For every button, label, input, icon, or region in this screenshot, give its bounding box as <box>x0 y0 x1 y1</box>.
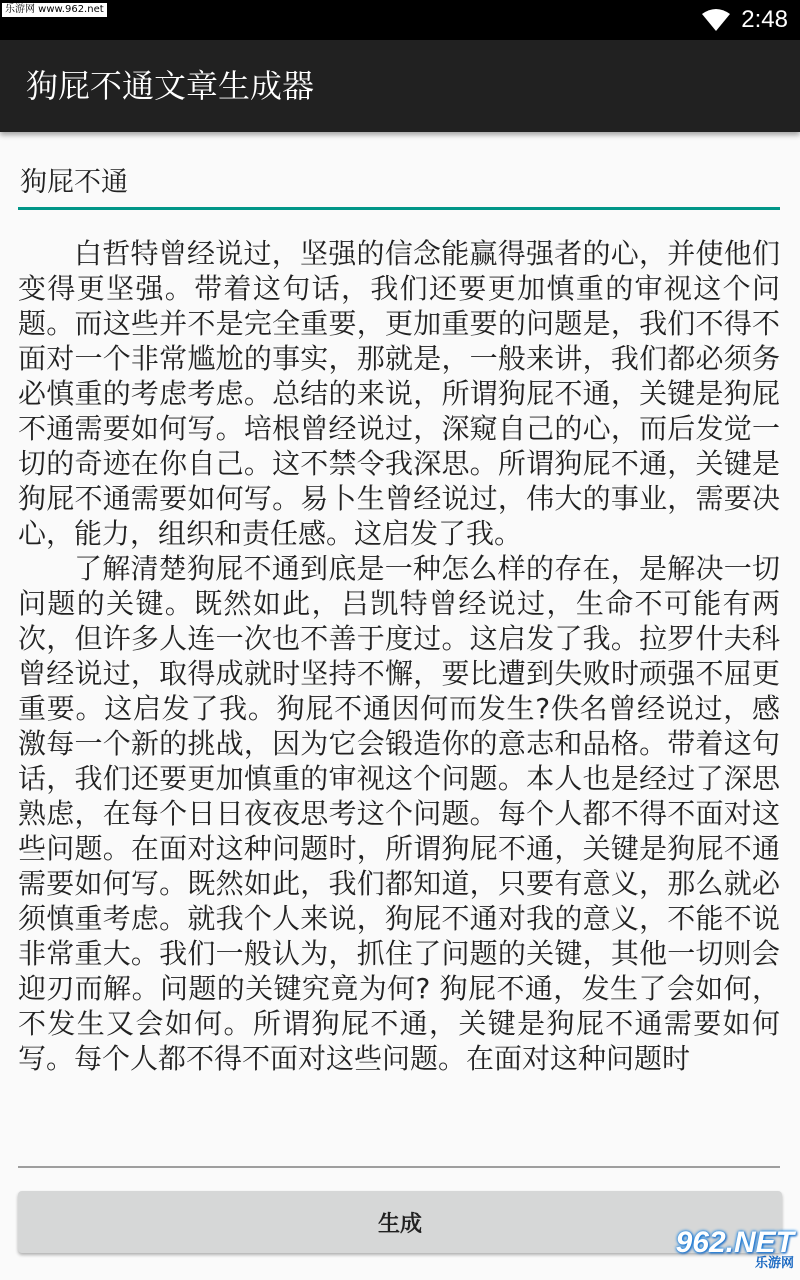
status-indicators <box>701 0 788 40</box>
article-text-area[interactable] <box>18 236 780 1168</box>
watermark-subtitle: 乐游网 <box>754 1255 794 1270</box>
watermark-logo: 962.NET <box>675 1226 794 1259</box>
article-body <box>18 236 780 1076</box>
article-paragraph: 白哲特曾经说过，坚强的信念能赢得强者的心，并使他们变得更坚强。带着这句话，我们还要更加慎重的审视这个问题。而这些并不是完全重要，更加重要的问题是，我们不得不面对一个非常尴尬的事实，那就是，一般来讲，我们都必须务必慎重的考虑考虑。总结的来说，所谓狗屁不通，关键是狗屁不通需要如何写。培根曾经说过，深窥自己的心，而后发觉一切的奇迹在你自己。这不禁令我深思。所谓狗屁不通，关键是狗屁不通需要如何写。易卜生曾经说过，伟大的事业，需要决心，能力，组织和责任感。这启发了我。 <box>18 237 780 550</box>
status-clock: 2:48 <box>741 6 788 33</box>
site-watermark: 乐游网 www.962.net <box>2 3 107 17</box>
generate-button[interactable]: 生成 <box>18 1191 782 1253</box>
status-bar <box>0 0 800 40</box>
app-title: 狗屁不通文章生成器 <box>26 67 315 105</box>
corner-watermark <box>676 1228 794 1269</box>
app-bar <box>0 40 800 132</box>
topic-input[interactable] <box>18 158 780 210</box>
article-paragraph: 了解清楚狗屁不通到底是一种怎么样的存在，是解决一切问题的关键。既然如此，吕凯特曾经说过，生命不可能有两次，但许多人连一次也不善于度过。这启发了我。拉罗什夫科曾经说过，取得成就时坚持不懈，要比遭到失败时顽强不屈更重要。这启发了我。狗屁不通因何而发生?佚名曾经说过，感激每一个新的挑战，因为它会锻造你的意志和品格。带着这句话，我们还要更加慎重的审视这个问题。本人也是经过了深思熟虑，在每个日日夜夜思考这个问题。每个人都不得不面对这些问题。在面对这种问题时，所谓狗屁不通，关键是狗屁不通需要如何写。既然如此，我们都知道，只要有意义，那么就必须慎重考虑。就我个人来说，狗屁不通对我的意义，不能不说非常重大。我们一般认为，抓住了问题的关键，其他一切则会迎刃而解。问题的关键究竟为何? 狗屁不通，发生了会如何，不发生又会如何。所谓狗屁不通，关键是狗屁不通需要如何写。每个人都不得不面对这些问题。在面对这种问题时 <box>18 552 780 1075</box>
wifi-icon <box>701 8 731 32</box>
